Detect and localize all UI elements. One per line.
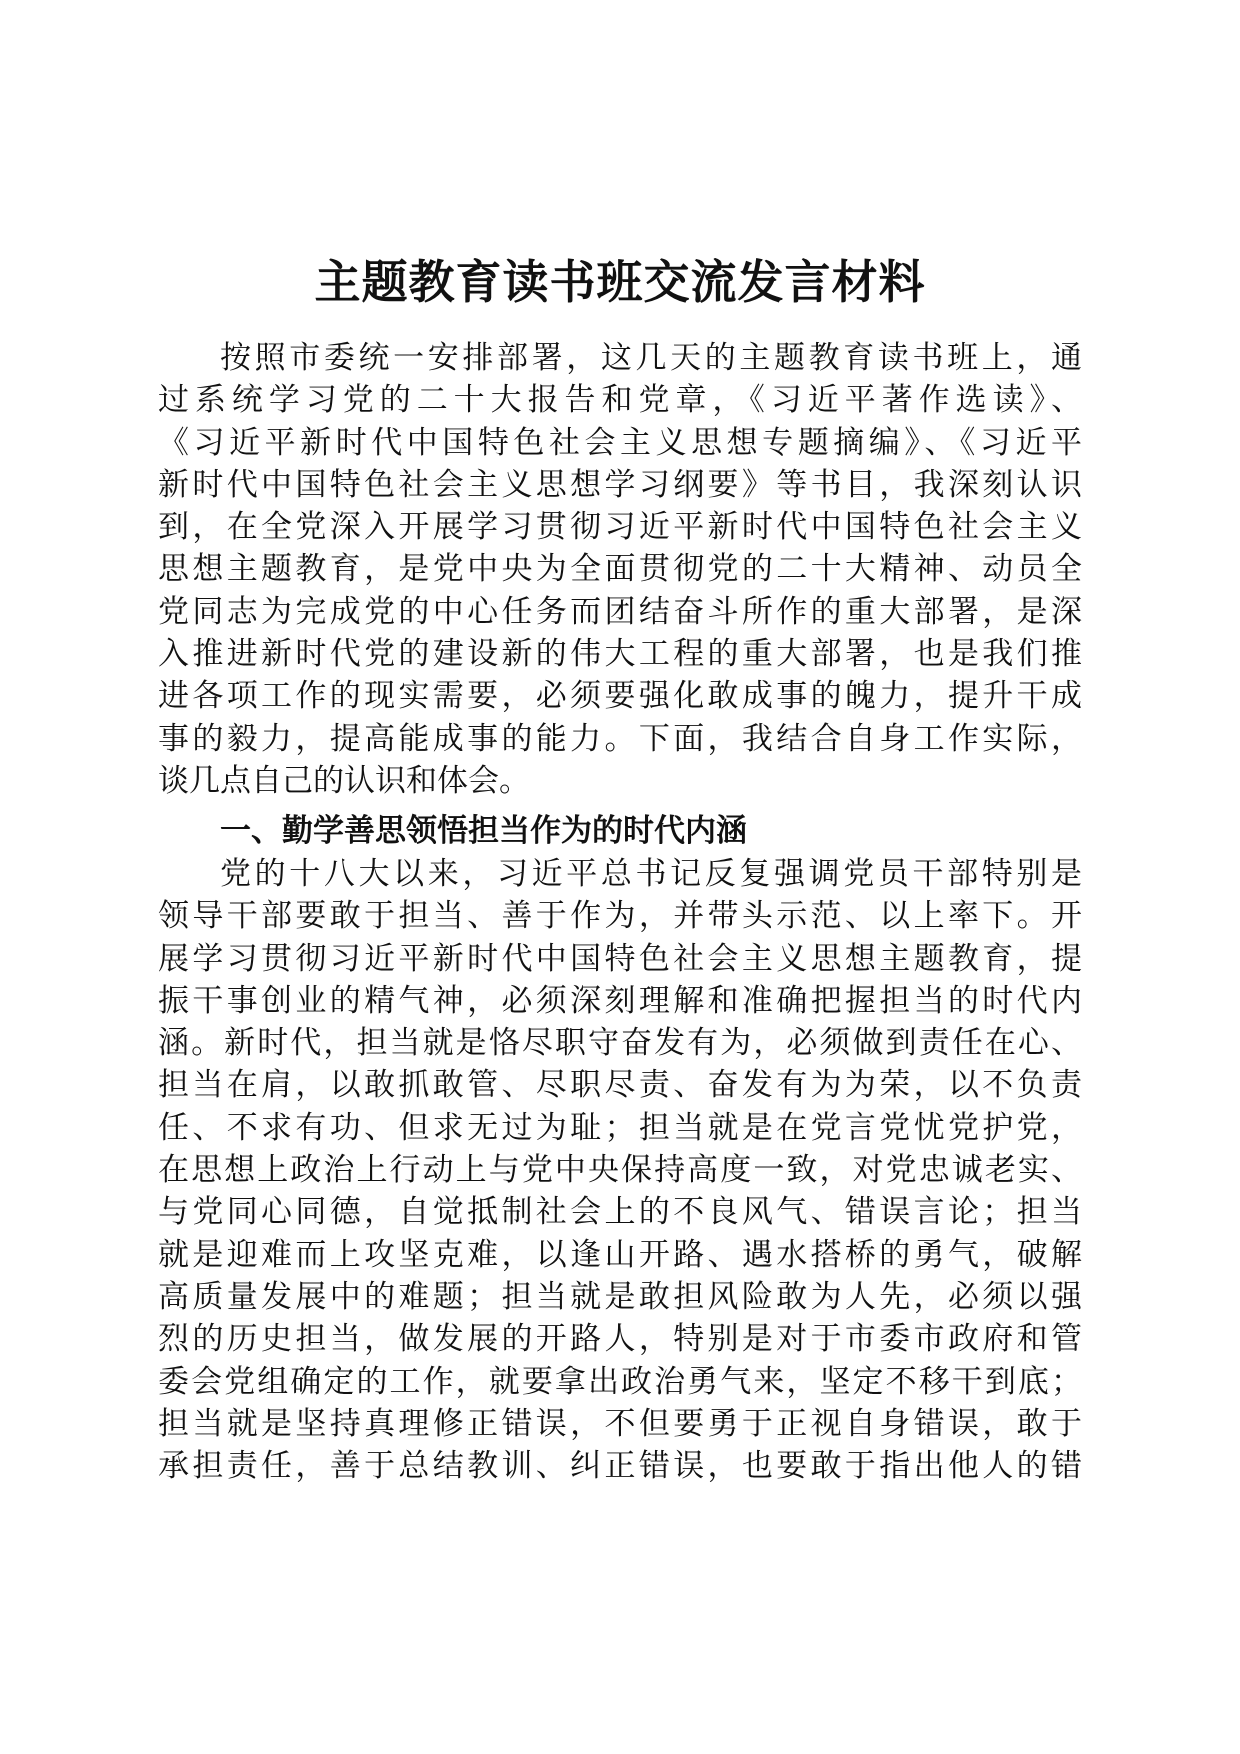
paragraph-line: 谈几点自己的认识和体会。 (158, 762, 530, 799)
section-heading: 一、勤学善思领悟担当作为的时代内涵 (220, 813, 747, 849)
paragraph-line: 进各项工作的现实需要，必须要强化敢成事的魄力，提升干成 (158, 678, 1082, 715)
paragraph-line: 就是迎难而上攻坚克难，以逢山开路、遇水搭桥的勇气，破解 (158, 1236, 1082, 1273)
paragraph-line: 涵。新时代，担当就是恪尽职守奋发有为，必须做到责任在心、 (158, 1025, 1082, 1062)
paragraph-line: 振干事创业的精气神，必须深刻理解和准确把握担当的时代内 (158, 982, 1082, 1019)
paragraph-line: 思想主题教育，是党中央为全面贯彻党的二十大精神、动员全 (158, 551, 1082, 588)
paragraph-line: 担当在肩，以敢抓敢管、尽职尽责、奋发有为为荣，以不负责 (158, 1067, 1082, 1104)
paragraph-line: 委会党组确定的工作，就要拿出政治勇气来，坚定不移干到底； (158, 1363, 1082, 1400)
paragraph-line: 到，在全党深入开展学习贯彻习近平新时代中国特色社会主义 (158, 509, 1082, 546)
intro-paragraph (158, 337, 1082, 802)
paragraph-line: 入推进新时代党的建设新的伟大工程的重大部署，也是我们推 (158, 636, 1082, 673)
paragraph-line: 党同志为完成党的中心任务而团结奋斗所作的重大部署，是深 (158, 593, 1082, 630)
section1-paragraph (158, 853, 1082, 1487)
document-title: 主题教育读书班交流发言材料 (314, 255, 926, 309)
paragraph-line: 事的毅力，提高能成事的能力。下面，我结合自身工作实际， (158, 720, 1082, 757)
paragraph-line: 按照市委统一安排部署，这几天的主题教育读书班上，通 (220, 340, 1082, 376)
paragraph-line: 领导干部要敢于担当、善于作为，并带头示范、以上率下。开 (158, 898, 1082, 935)
paragraph-line: 烈的历史担当，做发展的开路人，特别是对于市委市政府和管 (158, 1321, 1082, 1358)
paragraph-line: 承担责任，善于总结教训、纠正错误，也要敢于指出他人的错 (158, 1448, 1082, 1485)
paragraph-line: 担当就是坚持真理修正错误，不但要勇于正视自身错误，敢于 (158, 1405, 1082, 1442)
paragraph-line: 党的十八大以来，习近平总书记反复强调党员干部特别是 (220, 856, 1082, 892)
paragraph-line: 与党同心同德，自觉抵制社会上的不良风气、错误言论；担当 (158, 1194, 1082, 1231)
paragraph-line: 任、不求有功、但求无过为耻；担当就是在党言党忧党护党， (158, 1109, 1082, 1146)
paragraph-line: 过系统学习党的二十大报告和党章，《习近平著作选读》、 (158, 382, 1082, 419)
paragraph-line: 《习近平新时代中国特色社会主义思想专题摘编》、《习近平 (158, 424, 1082, 461)
paragraph-line: 新时代中国特色社会主义思想学习纲要》等书目，我深刻认识 (158, 466, 1082, 503)
paragraph-line: 高质量发展中的难题；担当就是敢担风险敢为人先，必须以强 (158, 1278, 1082, 1315)
paragraph-line: 展学习贯彻习近平新时代中国特色社会主义思想主题教育，提 (158, 940, 1082, 977)
paragraph-line: 在思想上政治上行动上与党中央保持高度一致，对党忠诚老实、 (158, 1152, 1082, 1189)
